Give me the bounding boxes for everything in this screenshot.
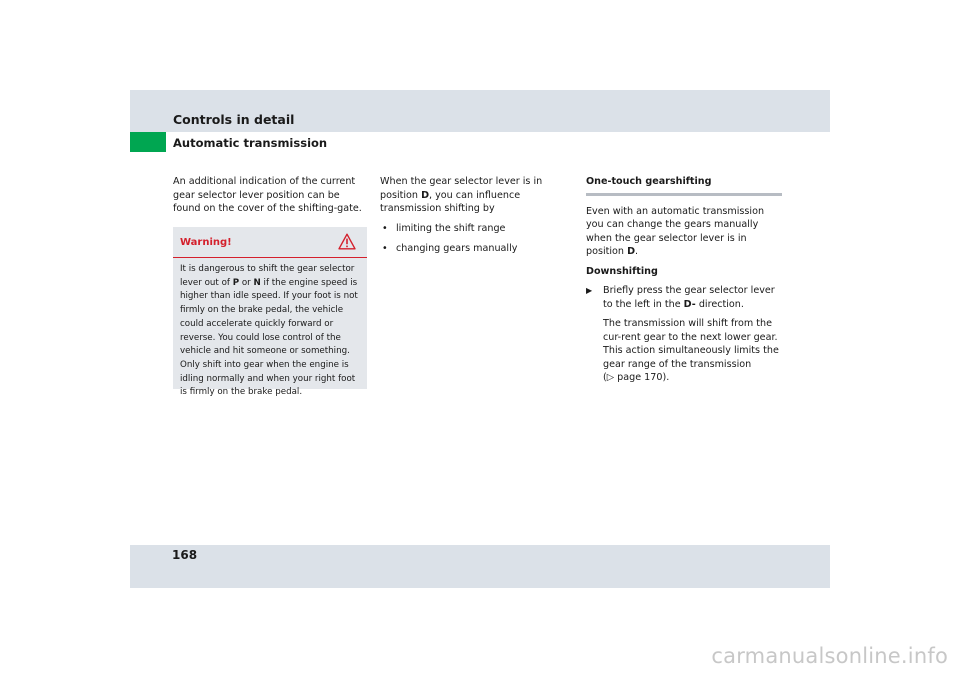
one-touch-paragraph [586, 205, 782, 259]
gear-p: P [232, 277, 240, 288]
downshifting-heading: Downshifting [586, 265, 658, 277]
list-item-text: changing gears manually [396, 243, 518, 254]
text-part: When the gear selector lever is in position [380, 176, 543, 201]
instruction-step [586, 284, 782, 311]
list-item-text: limiting the shift range [396, 222, 506, 234]
page-reference-link[interactable]: (▷ page 170). [603, 372, 670, 383]
section-title: Controls in detail [173, 112, 295, 127]
intro-paragraph: An additional indication of the current gear selector lever position can be found on the cover of the shifting-gate. [173, 176, 362, 214]
warning-triangle-icon [338, 233, 356, 250]
list-item [380, 242, 576, 256]
warning-label: Warning! [180, 237, 232, 248]
text-part: The transmission will shift from the cur-rent gear to the next lower gear. This action simultaneously limits the gear range of the transmission [603, 318, 779, 370]
shift-intro-paragraph [380, 175, 576, 216]
warning-box [173, 227, 367, 398]
text-part: , you can influence transmission shifting by [380, 189, 521, 214]
warning-header [173, 227, 367, 258]
list-item [380, 222, 576, 236]
text-part: direction. [695, 298, 744, 310]
text-part: Briefly press the gear selector lever to the left in the [603, 285, 775, 310]
arrow-right-icon: ▶ [586, 286, 593, 295]
subsection-title: Automatic transmission [173, 136, 328, 150]
gear-d: D [627, 246, 636, 257]
text-part: Even with an automatic transmission you can change the gears manually when the gear selector lever is in position [586, 205, 765, 257]
gear-d-minus: D- [683, 298, 696, 310]
warning-text [180, 263, 364, 400]
section-color-tab [130, 132, 166, 152]
page-number: 168 [172, 548, 198, 562]
column-right [586, 175, 782, 391]
result-text [586, 317, 782, 385]
one-touch-heading: One-touch gearshifting [586, 175, 782, 196]
warning-text-part: if the engine speed is higher than idle speed. If your foot is not firmly on the brake pedal, the vehicle could accelerate quickly forward or reverse. You could lose control of the vehicle and hit someone or something. Only shift into gear when the engine is idling normally and when your right foot is firmly on the brake pedal. [180, 277, 358, 398]
column-middle [380, 175, 576, 263]
text-part: . [635, 246, 639, 257]
footer-band [130, 545, 830, 588]
gear-n: N [253, 277, 261, 288]
watermark: carmanualsonline.info [711, 644, 948, 668]
warning-text-part: It is dangerous to shift the gear selector lever out of [180, 264, 355, 288]
shift-options-list [380, 222, 576, 256]
warning-text-part: or [239, 277, 254, 288]
bullet-icon: • [382, 243, 388, 254]
bullet-icon: • [382, 222, 388, 234]
gear-d: D [421, 189, 430, 201]
column-left [173, 175, 368, 222]
